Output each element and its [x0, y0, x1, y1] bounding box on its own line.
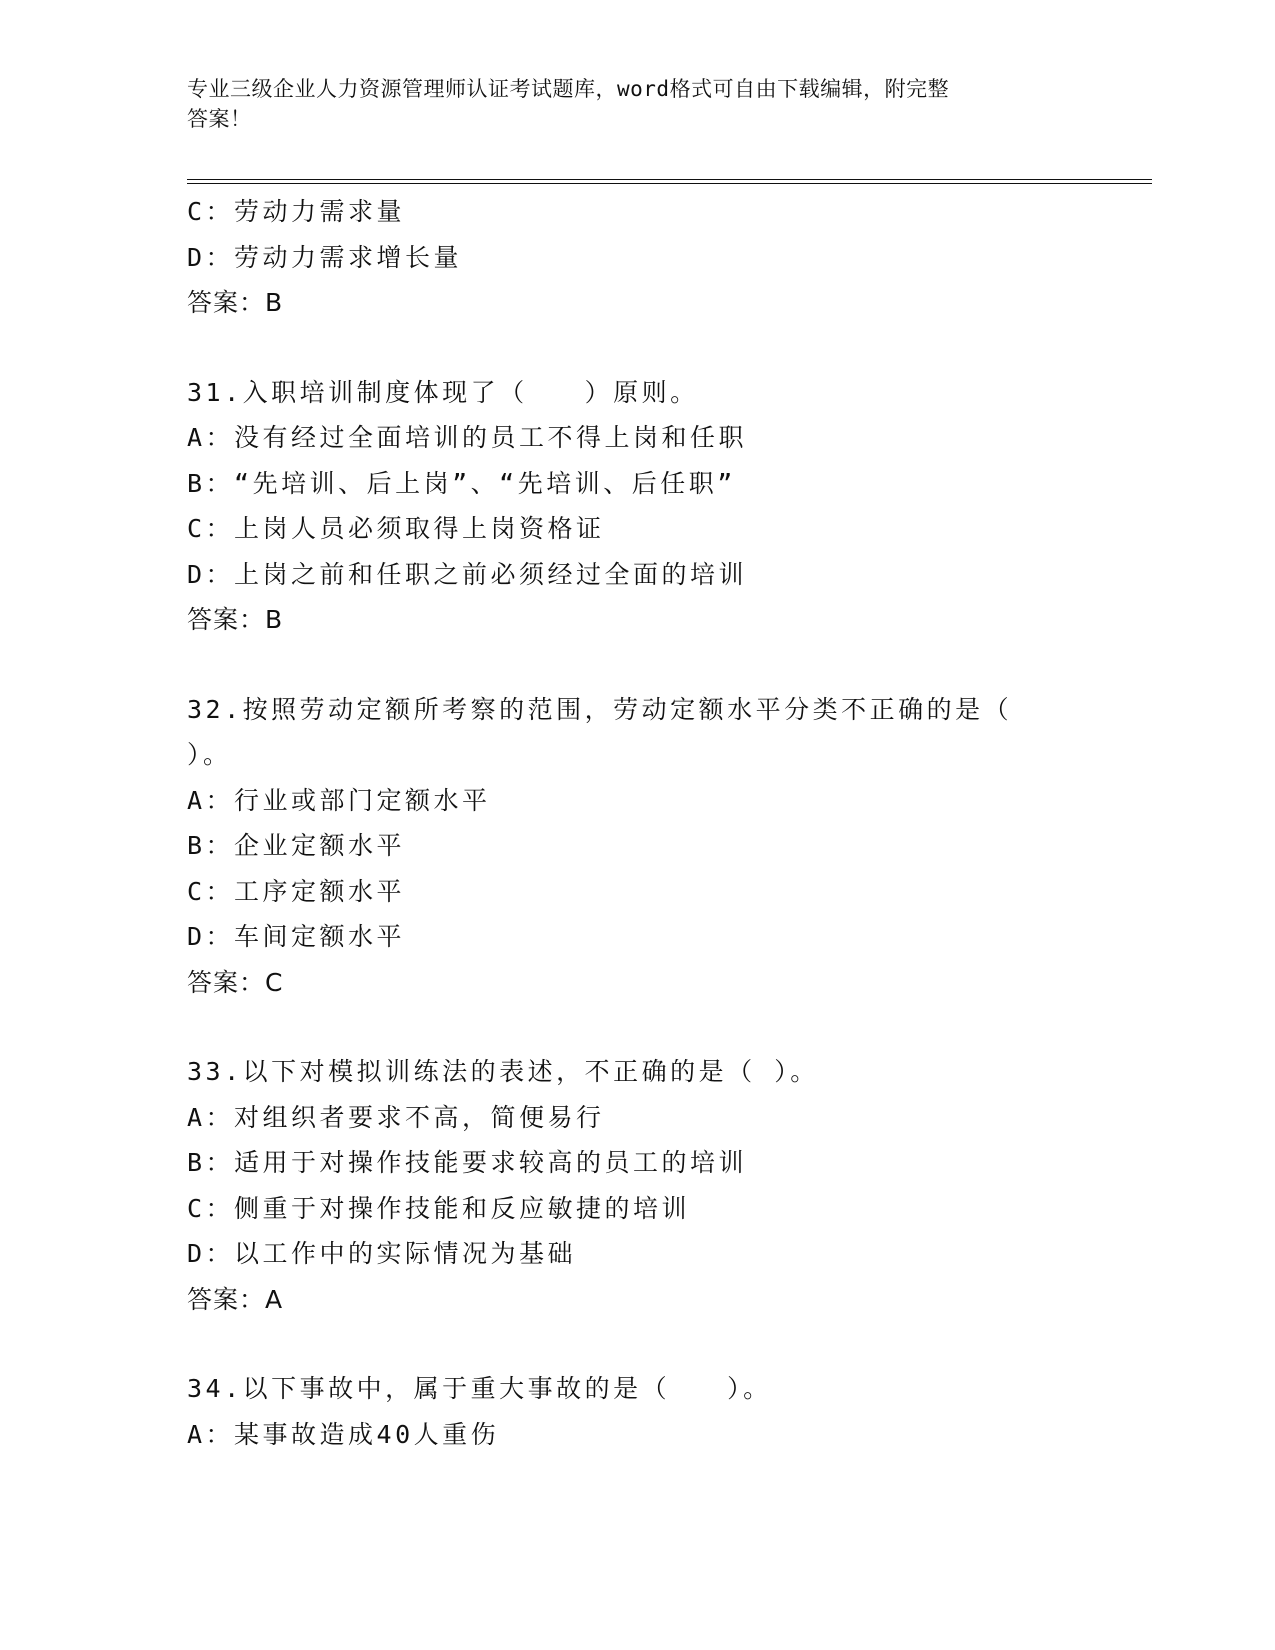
option-d: D：上岗之前和任职之前必须经过全面的培训 — [187, 559, 748, 589]
option-a: A：某事故造成40人重伤 — [187, 1419, 500, 1449]
option-b: B：适用于对操作技能要求较高的员工的培训 — [187, 1148, 748, 1177]
header-divider-top — [187, 179, 1152, 180]
question-stem: 33.以下对模拟训练法的表述，不正确的是（ ）。 — [187, 1057, 819, 1086]
option-a: A：行业或部门定额水平 — [187, 785, 491, 815]
spacer — [187, 643, 1087, 687]
question-31 — [187, 370, 1087, 643]
question-stem: 31.入职培训制度体现了（ ）原则。 — [187, 377, 699, 407]
question-stem: 32.按照劳动定额所考察的范围，劳动定额水平分类不正确的是（ — [187, 694, 1013, 724]
option-a: A：没有经过全面培训的员工不得上岗和任职 — [187, 423, 748, 452]
option-a: A：对组织者要求不高，简便易行 — [187, 1102, 605, 1132]
option-c: C：劳动力需求量 — [187, 197, 406, 226]
question-stem: 34.以下事故中，属于重大事故的是（ ）。 — [187, 1374, 772, 1403]
question-30-continuation — [187, 189, 1087, 326]
spacer — [187, 1005, 1087, 1049]
spacer — [187, 1322, 1087, 1366]
option-c: C：上岗人员必须取得上岗资格证 — [187, 514, 605, 543]
header-divider-bottom — [187, 183, 1152, 184]
answer: 答案：A — [187, 1284, 284, 1314]
option-d: D：劳动力需求增长量 — [187, 242, 463, 272]
page-header — [187, 74, 1087, 134]
question-stem-continued: ）。 — [187, 740, 232, 769]
option-c: C：工序定额水平 — [187, 876, 406, 906]
option-d: D：车间定额水平 — [187, 922, 406, 951]
question-list — [187, 189, 1087, 1457]
question-32 — [187, 687, 1087, 1006]
answer: 答案：C — [187, 967, 284, 997]
option-b: B：企业定额水平 — [187, 831, 406, 860]
header-line-1: 专业三级企业人力资源管理师认证考试题库，word格式可自由下载编辑，附完整 — [187, 77, 950, 101]
option-b: B：“先培训、后上岗”、“先培训、后任职” — [187, 468, 736, 498]
question-33 — [187, 1049, 1087, 1322]
answer: 答案：B — [187, 288, 284, 317]
answer: 答案：B — [187, 605, 284, 634]
option-c: C：侧重于对操作技能和反应敏捷的培训 — [187, 1193, 691, 1223]
option-d: D：以工作中的实际情况为基础 — [187, 1239, 577, 1268]
question-34 — [187, 1366, 1087, 1457]
spacer — [187, 326, 1087, 370]
header-line-2: 答案！ — [187, 107, 252, 131]
